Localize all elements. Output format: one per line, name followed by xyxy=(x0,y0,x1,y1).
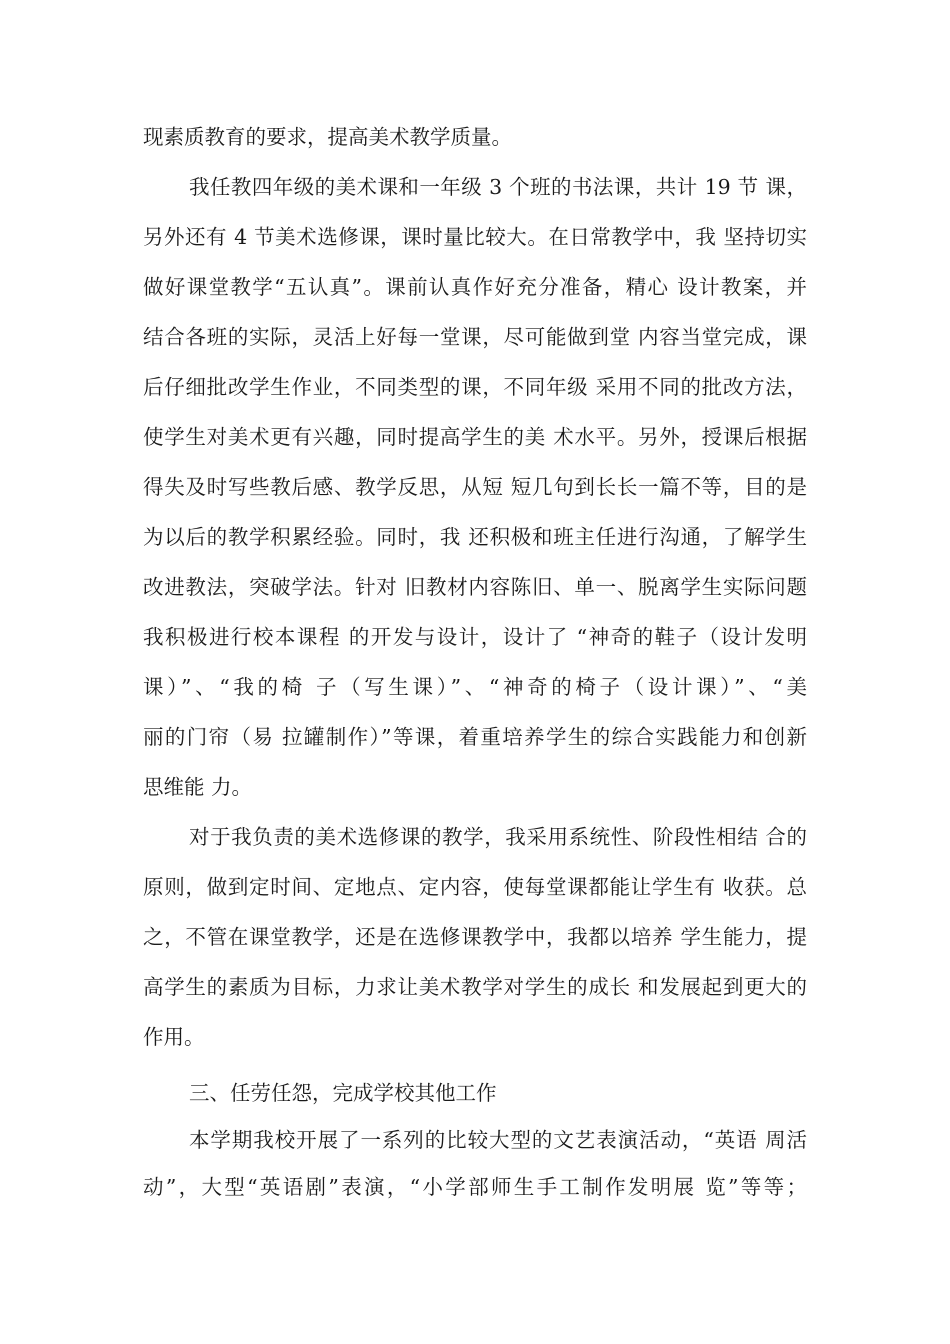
text-line: 改进教法，突破学法。针对 旧教材内容陈旧、单一、脱离学生实际问题 xyxy=(143,575,807,599)
text-line: 另外还有 4 节美术选修课，课时量比较大。在日常教学中，我 坚持切实 xyxy=(143,225,807,249)
text-line: 得失及时写些教后感、教学反思，从短 短几句到长长一篇不等，目的是 xyxy=(143,475,807,499)
text-line: 现素质教育的要求，提高美术教学质量。 xyxy=(143,125,512,149)
text-line: 原则，做到定时间、定地点、定内容，使每堂课都能让学生有 收获。总 xyxy=(143,875,807,899)
text-line: 做好课堂教学“五认真”。课前认真作好充分准备，精心 设计教案，并 xyxy=(143,275,807,299)
text-line: 之，不管在课堂教学，还是在选修课教学中，我都以培养 学生能力，提 xyxy=(143,925,807,949)
text-line: 后仔细批改学生作业，不同类型的课，不同年级 采用不同的批改方法， xyxy=(143,375,807,399)
text-line: 我积极进行校本课程 的开发与设计，设计了 “神奇的鞋子（设计发明 xyxy=(143,625,807,649)
text-line: 使学生对美术更有兴趣，同时提高学生的美 术水平。另外，授课后根据 xyxy=(143,425,807,449)
paragraph-start-line: 我任教四年级的美术课和一年级 3 个班的书法课，共计 19 节 课， xyxy=(189,175,807,199)
text-line: 课）”、“我的椅 子（写生课）”、“神奇的椅子（设计课）”、“美 xyxy=(143,675,807,699)
paragraph-start-line: 对于我负责的美术选修课的教学，我采用系统性、阶段性相结 合的 xyxy=(189,825,807,849)
paragraph-start-line: 本学期我校开展了一系列的比较大型的文艺表演活动，“英语 周活 xyxy=(189,1128,807,1152)
text-line: 思维能 力。 xyxy=(143,775,253,799)
text-line: 结合各班的实际，灵活上好每一堂课，尽可能做到堂 内容当堂完成，课 xyxy=(143,325,807,349)
text-line: 高学生的素质为目标，力求让美术教学对学生的成长 和发展起到更大的 xyxy=(143,975,807,999)
text-line: 动”，大型“英语剧”表演，“小学部师生手工制作发明展 览”等等； xyxy=(143,1175,807,1199)
text-line: 作用。 xyxy=(143,1025,205,1049)
text-line: 丽的门帘（易 拉罐制作）”等课，着重培养学生的综合实践能力和创新 xyxy=(143,725,807,749)
section-heading: 三、任劳任怨，完成学校其他工作 xyxy=(189,1081,497,1105)
text-line: 为以后的教学积累经验。同时，我 还积极和班主任进行沟通，了解学生 xyxy=(143,525,807,549)
